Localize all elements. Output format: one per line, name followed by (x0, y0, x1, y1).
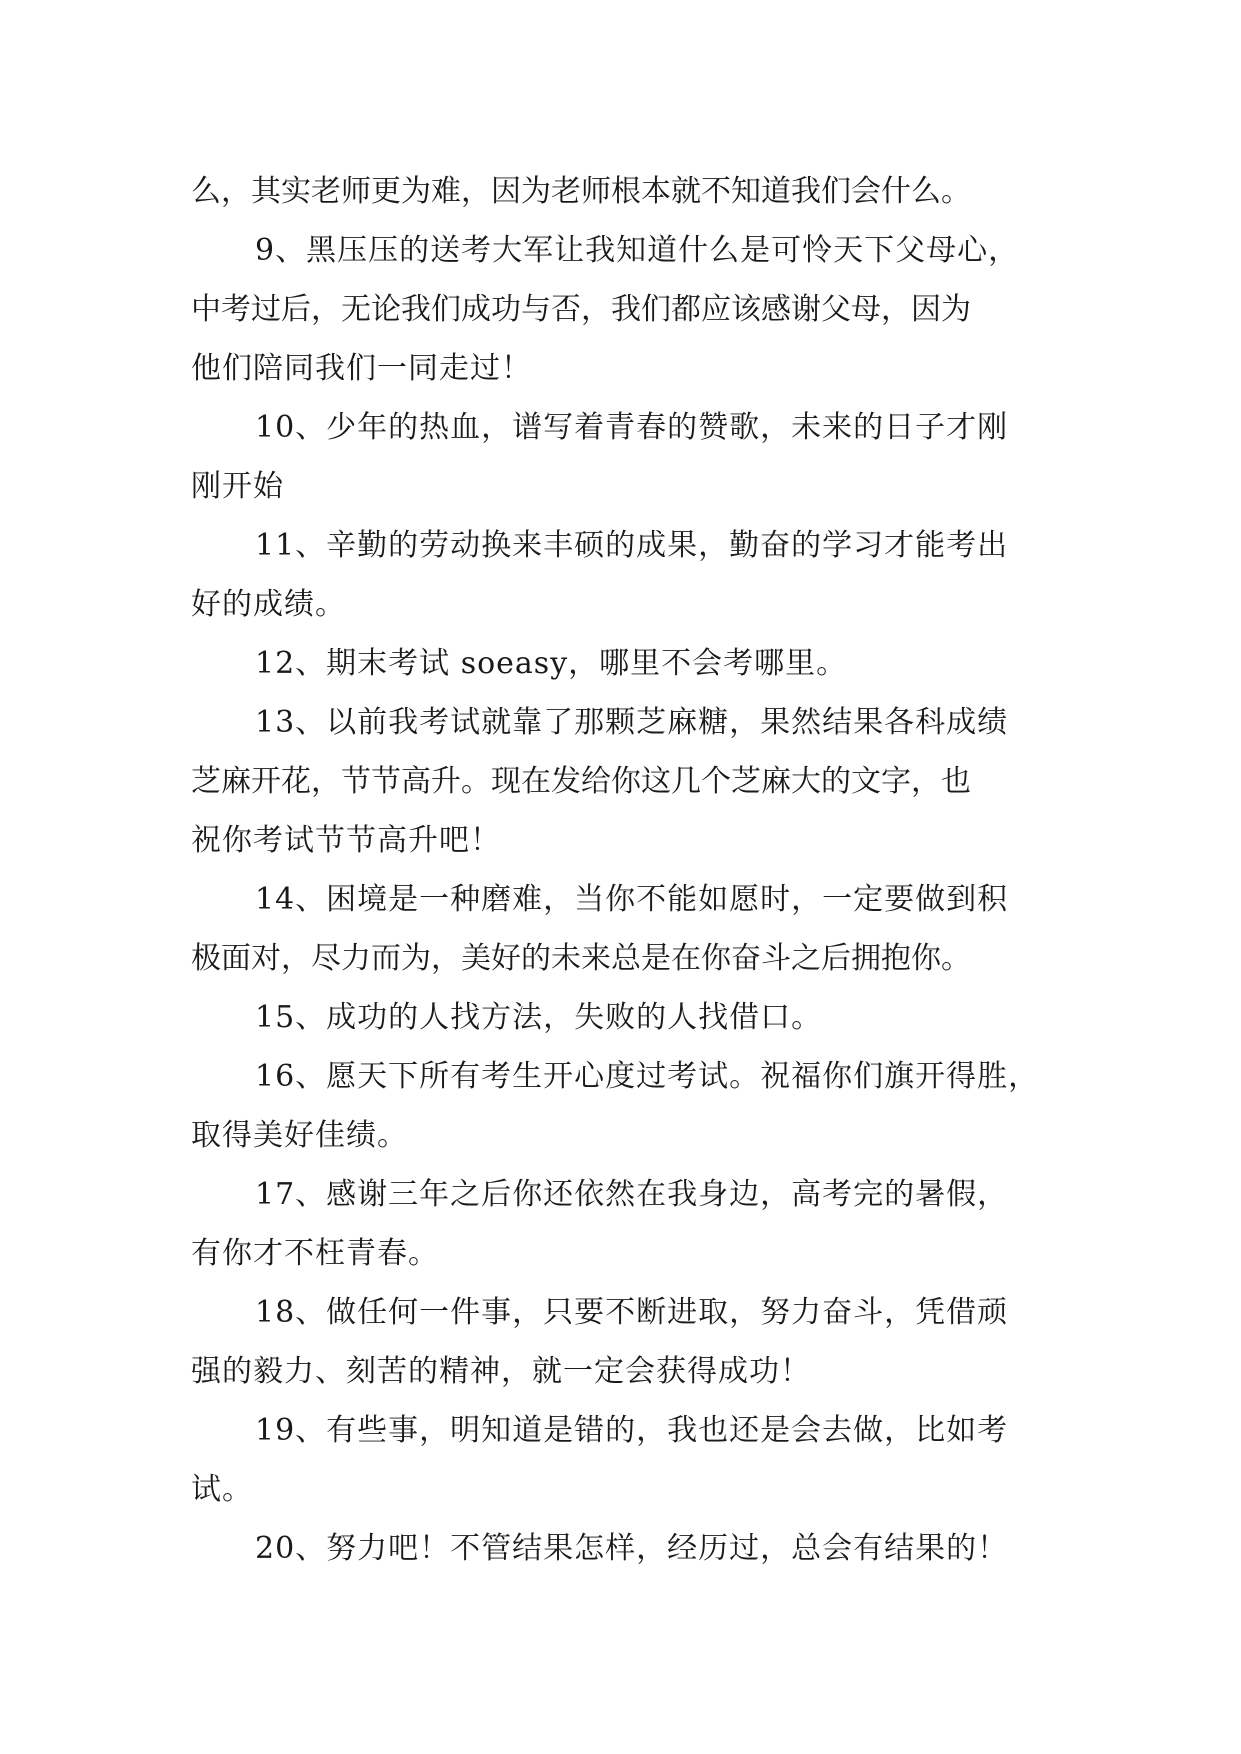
paragraph-line: 刚开始 (191, 469, 284, 504)
paragraph-line: 19、有些事，明知道是错的，我也还是会去做，比如考 (255, 1413, 1009, 1448)
paragraph-line: 芝麻开花，节节高升。现在发给你这几个芝麻大的文字，也 (191, 764, 971, 799)
paragraph-line: 9、黑压压的送考大军让我知道什么是可怜天下父母心， (255, 233, 1020, 268)
paragraph-line: 取得美好佳绩。 (191, 1118, 408, 1153)
paragraph-line: 14、困境是一种磨难，当你不能如愿时，一定要做到积 (255, 882, 1009, 917)
paragraph-line: 12、期末考试 soeasy，哪里不会考哪里。 (255, 646, 848, 681)
paragraph-line: 强的毅力、刻苦的精神，就一定会获得成功！ (191, 1354, 811, 1389)
paragraph-line: 极面对，尽力而为，美好的未来总是在你奋斗之后拥抱你。 (191, 941, 971, 976)
paragraph-line: 15、成功的人找方法，失败的人找借口。 (255, 1000, 823, 1035)
paragraph-line: 13、以前我考试就靠了那颗芝麻糖，果然结果各科成绩 (255, 705, 1009, 740)
paragraph-line: 中考过后，无论我们成功与否，我们都应该感谢父母，因为 (191, 292, 971, 327)
paragraph-line: 有你才不枉青春。 (191, 1236, 439, 1271)
paragraph-line: 他们陪同我们一同走过！ (191, 351, 532, 386)
paragraph-line: 好的成绩。 (191, 587, 346, 622)
paragraph-line: 么，其实老师更为难，因为老师根本就不知道我们会什么。 (191, 174, 971, 209)
paragraph-line: 18、做任何一件事，只要不断进取，努力奋斗，凭借顽 (255, 1295, 1009, 1330)
paragraph-line: 20、努力吧！不管结果怎样，经历过，总会有结果的！ (255, 1531, 1009, 1566)
paragraph-line: 11、辛勤的劳动换来丰硕的成果，勤奋的学习才能考出 (255, 528, 1009, 563)
paragraph-line: 10、少年的热血，谱写着青春的赞歌，未来的日子才刚 (255, 410, 1009, 445)
paragraph-line: 试。 (191, 1472, 253, 1507)
paragraph-line: 17、感谢三年之后你还依然在我身边，高考完的暑假， (255, 1177, 1009, 1212)
paragraph-line: 祝你考试节节高升吧！ (191, 823, 501, 858)
paragraph-line: 16、愿天下所有考生开心度过考试。祝福你们旗开得胜， (255, 1059, 1040, 1094)
document-body (191, 162, 1079, 1578)
